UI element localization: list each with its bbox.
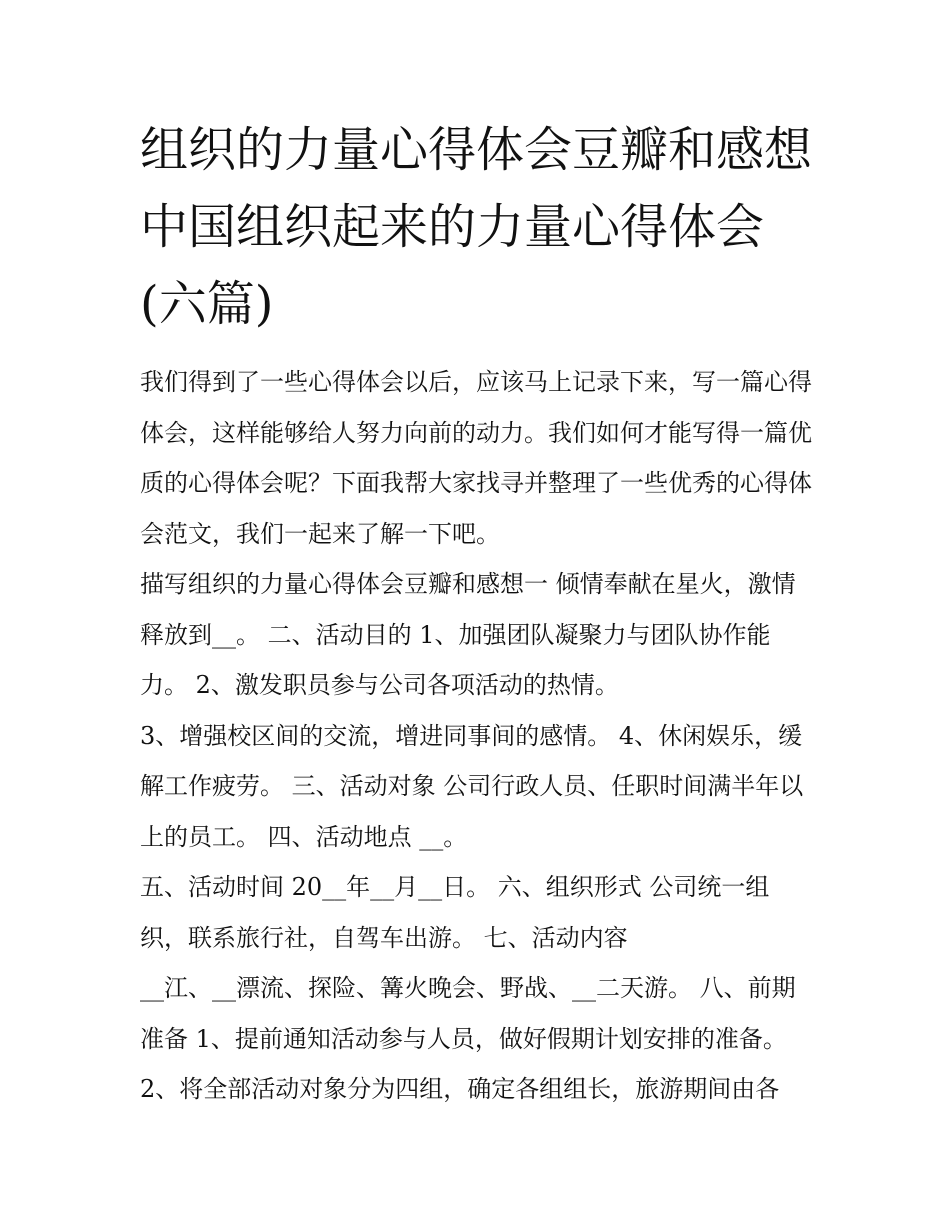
paragraph-activity-target: 3、增强校区间的交流，增进同事间的感情。 4、休闲娱乐，缓解工作疲劳。 三、活动对象 公司行政人员、任职时间满半年以上的员工。 四、活动地点 __。 [140,721,804,851]
paragraph-grouping: 2、将全部活动对象分为四组，确定各组组长，旅游期间由各 [140,1075,780,1103]
document-body [140,112,816,1115]
paragraph-activity-time: 五、活动时间 20__年__月__日。 六、组织形式 公司统一组织，联系旅行社，自驾车出游。 七、活动内容 [140,873,770,952]
paragraph-activity-purpose: 描写组织的力量心得体会豆瓣和感想一 倾情奉献在星火，激情释放到__。 二、活动目的 1、加强团队凝聚力与团队协作能力。 2、激发职员参与公司各项活动的热情。 [140,570,796,699]
document-title: 组织的力量心得体会豆瓣和感想 中国组织起来的力量心得体会(六篇) [140,122,813,332]
paragraph-activity-content: __江、__漂流、探险、篝火晚会、野战、__二天游。 八、前期准备 1、提前通知活动参与人员，做好假期计划安排的准备。 [140,974,796,1053]
paragraph-intro: 我们得到了一些心得体会以后，应该马上记录下来，写一篇心得体会，这样能够给人努力向前的动力。我们如何才能写得一篇优质的心得体会呢？下面我帮大家找寻并整理了一些优秀的心得体会范文，我们一起来了解一下吧。 [140,368,812,548]
